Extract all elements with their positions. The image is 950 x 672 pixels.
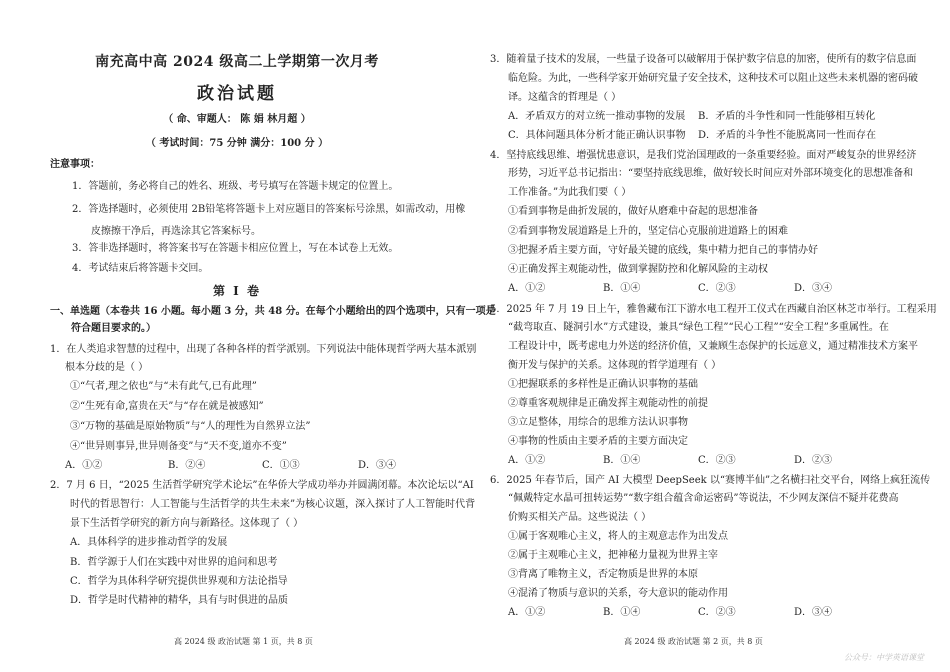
- q1-stem-cont: 根本分歧的是（ ）: [65, 362, 149, 373]
- q4-item-1: ①看到事物是曲折发展的，做好从磨难中奋起的思想准备: [508, 206, 758, 217]
- q6-stem-cont-2: 价购买相关产品。这些说法（ ）: [508, 512, 652, 523]
- page-2-footer: 高 2024 级 政治试题 第 2 页，共 8 页: [624, 637, 763, 646]
- page-2: [476, 0, 950, 672]
- q1-item-4: ④“世异则事异,世异则备变”与“天不变,道亦不变”: [70, 441, 287, 452]
- section-intro-cont: 符合题目要求的。）: [71, 323, 156, 334]
- q1-item-3: ③“万物的基础是原始物质”与“人的理性为自然界立法”: [70, 421, 311, 432]
- q5-stem-cont-3: 衡开发与保护的关系。这体现的哲学道理有（ ）: [508, 360, 722, 371]
- q5-option-c[interactable]: C．②③: [698, 455, 736, 466]
- q2-option-b[interactable]: B．哲学源于人们在实践中对世界的追问和思考: [70, 557, 278, 568]
- q4-item-2: ②看到事物发展道路是上升的，坚定信心克服前进道路上的困难: [508, 226, 788, 237]
- q3-option-b[interactable]: B．矛盾的斗争性和同一性能够相互转化: [698, 111, 876, 122]
- page-1-footer: 高 2024 级 政治试题 第 1 页，共 8 页: [174, 637, 313, 646]
- q1-option-b[interactable]: B．②④: [168, 460, 206, 471]
- q3-stem-cont-1: 临危险。为此，一些科学家开始研究量子安全技术，这种技术可以阻止这些未来机器的密码破: [508, 73, 918, 84]
- q1-option-c[interactable]: C．①③: [262, 460, 300, 471]
- q5-stem-cont-2: 工程设计中，既考虑电力外送的经济价值，又兼顾生态保护的长远意义，通过精准技术方案平: [508, 341, 918, 352]
- note-2-cont: 皮擦擦干净后，再选涂其它答案标号。: [91, 226, 261, 237]
- q3-option-d[interactable]: D．矛盾的斗争性不能脱离同一性而存在: [698, 130, 877, 141]
- q5-item-3: ③立足整体，用综合的思维方法认识事物: [508, 417, 688, 428]
- q6-stem-cont-1: “佩戴特定水晶可扭转运势”“数字组合蕴含命运密码”等说法，不少网友深信不疑并花费高: [508, 493, 899, 504]
- q3-option-a[interactable]: A．矛盾双方的对立统一推动事物的发展: [508, 111, 686, 122]
- q6-stem: 6．2025 年春节后，国产 AI 大模型 DeepSeek 以“赛博半仙”之名横扫社交平台，网络上疯狂流传: [490, 475, 931, 486]
- q6-item-1: ①属于客观唯心主义，将人的主观意志作为出发点: [508, 531, 728, 542]
- q6-item-4: ④混淆了物质与意识的关系，夸大意识的能动作用: [508, 588, 728, 599]
- note-1: 1．答题前，务必将自己的姓名、班级、考号填写在答题卡规定的位置上。: [72, 181, 399, 192]
- q4-option-c[interactable]: C．②③: [698, 283, 736, 294]
- q3-stem-cont-2: 译。这蕴含的哲理是（ ）: [508, 92, 622, 103]
- q2-stem-cont-2: 景下生活哲学研究的新方向与新路径。这体现了（ ）: [70, 518, 304, 529]
- q2-option-c[interactable]: C．哲学为具体科学研究提供世界观和方法论指导: [70, 576, 288, 587]
- q6-option-c[interactable]: C．②③: [698, 607, 736, 618]
- q1-item-2: ②“生死有命,富贵在天”与“存在就是被感知”: [70, 401, 264, 412]
- q2-stem-cont-1: 时代的哲思智行：人工智能与生活哲学的共生未来”为核心议题，深入探讨了人工智能时代背: [70, 499, 476, 510]
- q6-option-b[interactable]: B．①④: [603, 607, 641, 618]
- q6-option-d[interactable]: D．③④: [794, 607, 833, 618]
- notes-title: 注意事项：: [50, 159, 100, 170]
- q1-option-a[interactable]: A．①②: [65, 460, 103, 471]
- q4-stem-cont-1: 形势，习近平总书记指出：“要坚持底线思维，做好较长时间应对外部环境变化的思想准备和: [508, 168, 914, 179]
- q2-option-a[interactable]: A．具体科学的进步推动哲学的发展: [70, 537, 228, 548]
- q1-item-1: ①“气者,理之依也”与“未有此气,已有此理”: [70, 381, 257, 392]
- q3-stem: 3．随着量子技术的发展，一些量子设备可以破解用于保护数字信息的加密，使所有的数字信息面: [490, 54, 917, 65]
- q1-option-d[interactable]: D．③④: [358, 460, 397, 471]
- authors-line: （ 命、审题人： 陈 娟 林月超 ）: [163, 114, 311, 125]
- q5-option-d[interactable]: D．②③: [794, 455, 833, 466]
- q6-item-2: ②属于主观唯心主义，把神秘力量视为世界主宰: [508, 550, 718, 561]
- q1-stem: 1．在人类追求智慧的过程中，出现了各种各样的哲学派别。下列说法中能体现哲学两大基本派别: [50, 344, 477, 355]
- q5-stem-cont-1: “截弯取直、隧洞引水”方式建设，兼具“绿色工程”“民心工程”“安全工程”多重属性。在: [508, 322, 889, 333]
- q5-item-4: ④事物的性质由主要矛盾的主要方面决定: [508, 436, 688, 447]
- q5-option-a[interactable]: A．①②: [508, 455, 546, 466]
- q3-option-c[interactable]: C．具体问题具体分析才能正确认识事物: [508, 130, 686, 141]
- note-2: 2．答选择题时，必须使用 2B铅笔将答题卡上对应题目的答案标号涂黑，如需改动，用橡: [72, 204, 466, 215]
- q5-item-2: ②尊重客观规律是正确发挥主观能动性的前提: [508, 398, 708, 409]
- section-title: 第 Ⅰ 卷: [213, 284, 261, 298]
- q4-option-a[interactable]: A．①②: [508, 283, 546, 294]
- q4-item-4: ④正确发挥主观能动性，做到掌握防控和化解风险的主动权: [508, 264, 768, 275]
- watermark: 公众号：中学英语课堂: [844, 653, 924, 662]
- q4-option-b[interactable]: B．①④: [603, 283, 641, 294]
- q2-option-d[interactable]: D．哲学是时代精神的精华，具有与时俱进的品质: [70, 595, 289, 606]
- q5-stem: 5．2025 年 7 月 19 日上午，雅鲁藏布江下游水电工程开工仪式在西藏自治区林芝市举行。工程采用: [490, 304, 937, 315]
- q4-option-d[interactable]: D．③④: [794, 283, 833, 294]
- q5-item-1: ①把握联系的多样性是正确认识事物的基础: [508, 379, 698, 390]
- exam-info: （ 考试时间：75 分钟 满分：100 分 ）: [145, 138, 329, 149]
- q6-option-a[interactable]: A．①②: [508, 607, 546, 618]
- section-intro: 一、单选题（本卷共 16 小题。每小题 3 分，共 48 分。在每个小题给出的四个选项中，只有一项是: [50, 306, 496, 317]
- note-4: 4．考试结束后将答题卡交回。: [72, 263, 209, 274]
- subject-title: 政治试题: [197, 84, 277, 104]
- q6-item-3: ③背离了唯物主义，否定物质是世界的本原: [508, 569, 698, 580]
- q5-option-b[interactable]: B．①④: [603, 455, 641, 466]
- q4-stem-cont-2: 工作准备。”为此我们要（ ）: [508, 187, 632, 198]
- note-3: 3．答非选择题时，将答案书写在答题卡相应位置上，写在本试卷上无效。: [72, 243, 399, 254]
- q2-stem: 2．7 月 6 日，“2025 生活哲学研究学术论坛”在华侨大学成功举办并圆满闭幕。本次论坛以“AI: [50, 480, 474, 491]
- exam-title: 南充高中高 2024 级高二上学期第一次月考: [95, 54, 379, 70]
- q4-stem: 4．坚持底线思维、增强忧患意识，是我们党治国理政的一条重要经验。面对严峻复杂的世界经济: [490, 150, 917, 161]
- q4-item-3: ③把握矛盾主要方面，守好最关键的底线，集中精力把自己的事情办好: [508, 245, 818, 256]
